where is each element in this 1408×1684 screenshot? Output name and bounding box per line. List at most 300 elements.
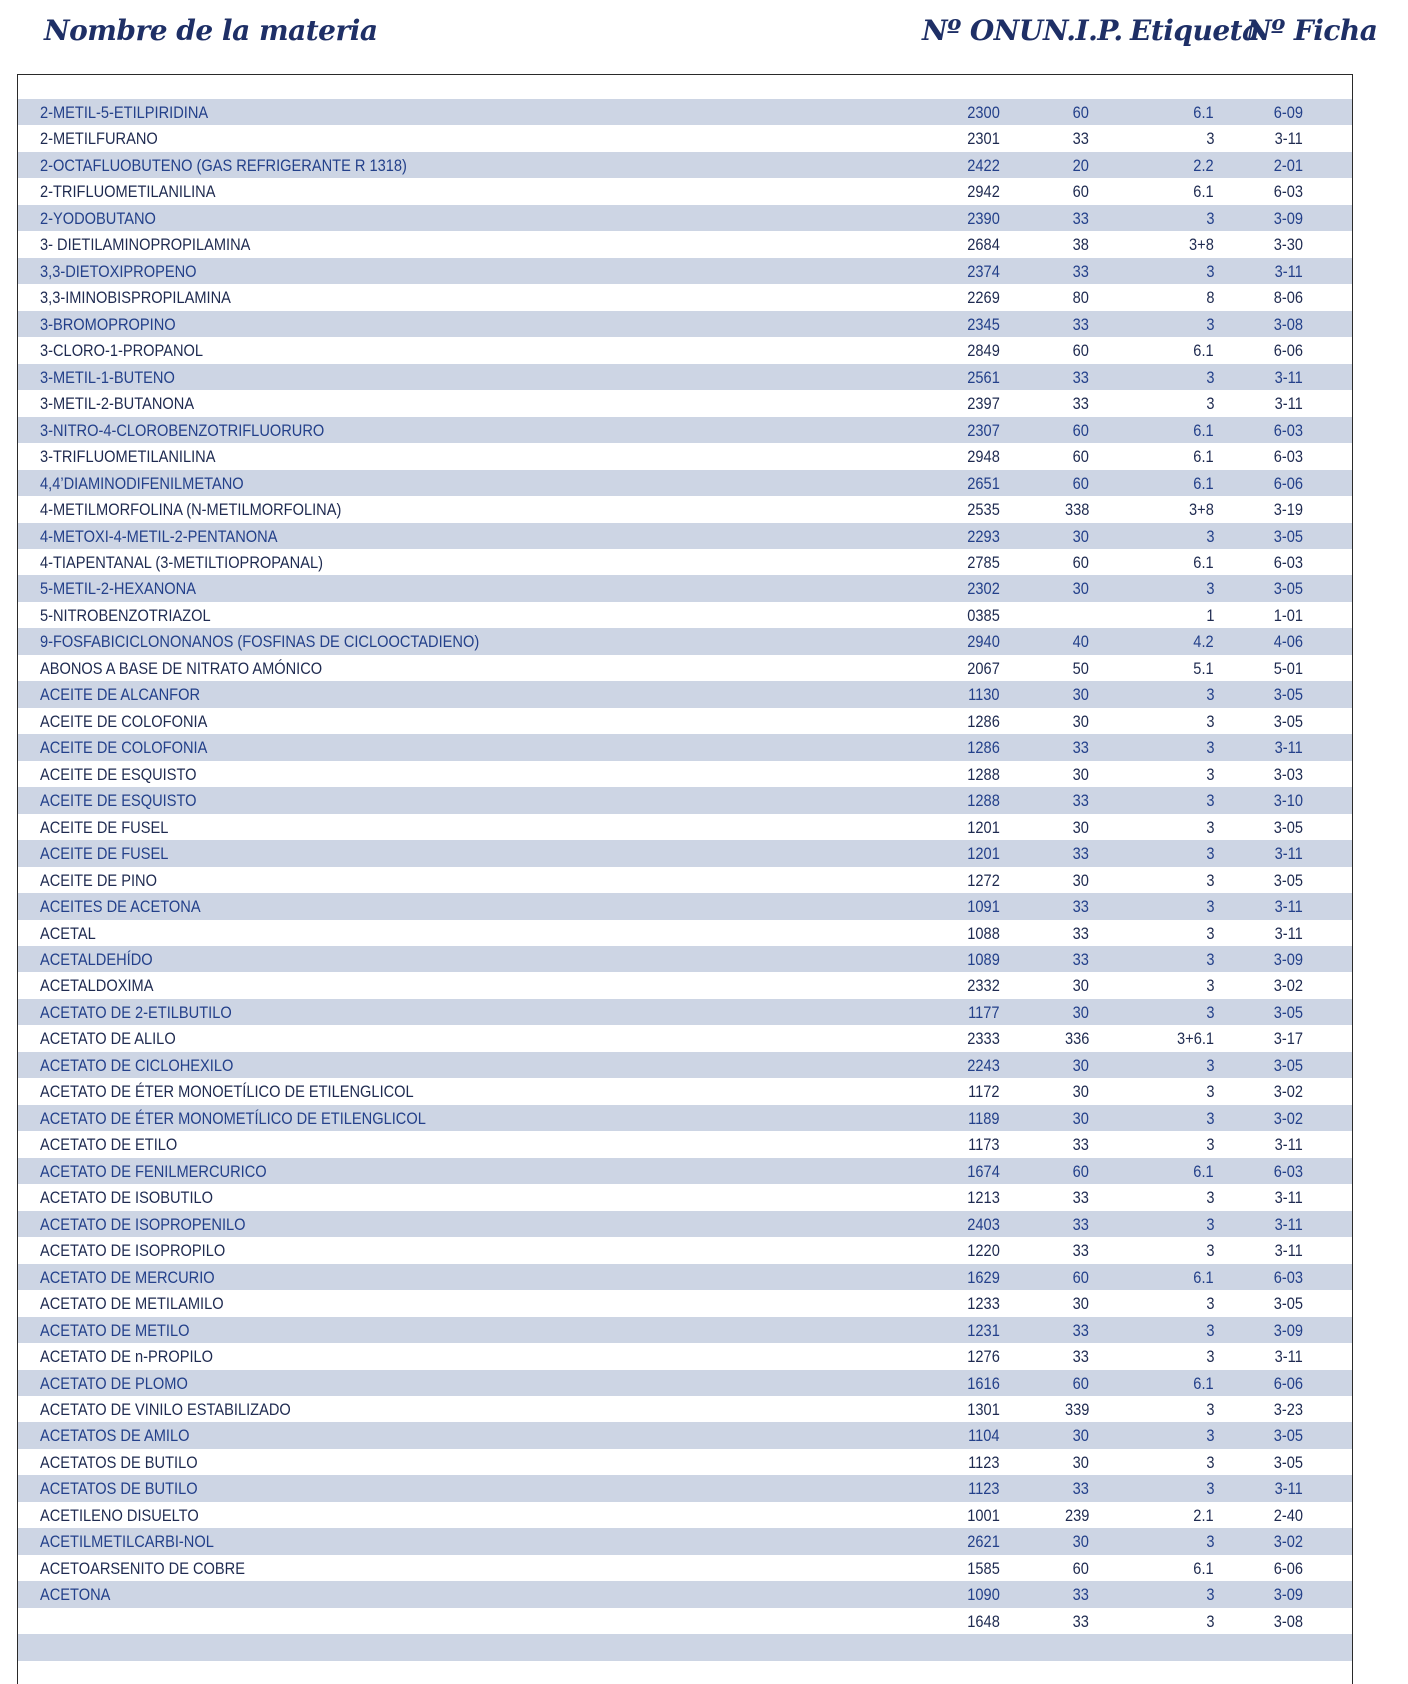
nip-number: 50 [1072, 658, 1089, 678]
table-row [18, 972, 1352, 998]
material-name: ACETATO DE ALILO [40, 1029, 176, 1049]
table-row [18, 258, 1352, 284]
material-name: 4-METILMORFOLINA (N-METILMORFOLINA) [40, 500, 342, 520]
nip-number: 30 [1072, 1082, 1089, 1102]
onu-number: 2621 [967, 1532, 1000, 1552]
etiqueta-value: 6.1 [1193, 1267, 1214, 1287]
onu-number: 2948 [967, 447, 1000, 467]
nip-number: 33 [1072, 844, 1089, 864]
table-row [18, 470, 1352, 496]
ficha-number: 3-11 [1274, 261, 1303, 281]
onu-number: 1104 [968, 1426, 1000, 1446]
etiqueta-value: 3 [1205, 526, 1214, 546]
etiqueta-value: 6.1 [1193, 341, 1214, 361]
table-frame [17, 74, 1353, 1684]
material-name: ACEITE DE ESQUISTO [40, 791, 197, 811]
ficha-number: 3-11 [1274, 1241, 1303, 1261]
ficha-number: 3-02 [1273, 1082, 1303, 1102]
etiqueta-value: 1 [1205, 605, 1214, 625]
etiqueta-value: 3 [1205, 1479, 1214, 1499]
ficha-number: 3-09 [1273, 1320, 1303, 1340]
table-row [18, 681, 1352, 707]
etiqueta-value: 3 [1205, 923, 1214, 943]
nip-number: 60 [1072, 341, 1089, 361]
onu-number: 2300 [967, 103, 1000, 122]
table-row [18, 1078, 1352, 1104]
table-row [18, 311, 1352, 337]
table-header [0, 14, 1408, 64]
onu-number: 1585 [967, 1558, 1000, 1578]
ficha-number: 6-09 [1273, 103, 1303, 122]
ficha-number: 3-08 [1273, 1611, 1303, 1631]
material-name: ACETATO DE ÉTER MONOETÍLICO DE ETILENGLICOL [40, 1082, 414, 1102]
ficha-number: 6-03 [1273, 182, 1303, 202]
etiqueta-value: 3 [1205, 1532, 1214, 1552]
onu-number: 2374 [967, 261, 1000, 281]
material-name: ACEITE DE FUSEL [40, 844, 169, 864]
nip-number: 30 [1072, 711, 1089, 731]
ficha-number: 3-11 [1274, 844, 1303, 864]
material-name: ACETATO DE ISOBUTILO [40, 1188, 214, 1208]
etiqueta-value: 3 [1205, 1188, 1214, 1208]
table-row [18, 708, 1352, 734]
material-name: ACETALDOXIMA [40, 976, 154, 996]
etiqueta-value: 3+8 [1189, 235, 1214, 255]
onu-number: 2535 [967, 500, 1000, 520]
etiqueta-value: 3 [1205, 817, 1214, 837]
ficha-number: 2-40 [1273, 1505, 1303, 1525]
table-row [18, 1105, 1352, 1131]
nip-number: 30 [1072, 1108, 1089, 1128]
material-name: 2-METIL-5-ETILPIRIDINA [40, 103, 209, 122]
onu-number: 2422 [967, 155, 1000, 175]
etiqueta-value: 3 [1205, 870, 1214, 890]
onu-number: 1233 [967, 1294, 1000, 1314]
ficha-number: 4-06 [1273, 632, 1303, 652]
table-row [18, 178, 1352, 204]
ficha-number: 3-11 [1274, 1135, 1303, 1155]
onu-number: 1089 [967, 950, 1000, 969]
table-row [18, 152, 1352, 178]
onu-number: 1189 [968, 1108, 1000, 1128]
nip-number: 33 [1072, 1135, 1089, 1155]
ficha-number: 3-11 [1274, 923, 1303, 943]
etiqueta-value: 3 [1205, 314, 1214, 334]
ficha-number: 6-03 [1273, 1267, 1303, 1287]
material-name: 2-YODOBUTANO [40, 208, 156, 228]
table-row [18, 205, 1352, 231]
onu-number: 2243 [967, 1055, 1000, 1075]
etiqueta-value: 3 [1205, 394, 1214, 414]
onu-number: 2785 [967, 552, 1000, 572]
nip-number: 30 [1072, 579, 1089, 599]
nip-number: 38 [1072, 235, 1089, 255]
material-name: ACETATO DE 2-ETILBUTILO [40, 1002, 232, 1022]
etiqueta-value: 3 [1205, 1347, 1214, 1367]
nip-number: 30 [1072, 1294, 1089, 1314]
material-name: ACETALDEHÍDO [40, 950, 153, 969]
table-row [18, 284, 1352, 310]
table-row [18, 814, 1352, 840]
onu-number: 2684 [967, 235, 1000, 255]
onu-number: 1272 [967, 870, 1000, 890]
onu-number: 2067 [967, 658, 1000, 678]
table-row [18, 946, 1352, 972]
header-etiqueta: Etiqueta [1130, 14, 1260, 47]
onu-number: 1172 [968, 1082, 1000, 1102]
etiqueta-value: 3 [1205, 711, 1214, 731]
etiqueta-value: 2.1 [1193, 1505, 1214, 1525]
material-name: ACETATOS DE BUTILO [40, 1452, 198, 1472]
ficha-number: 3-02 [1273, 976, 1303, 996]
table-row [18, 761, 1352, 787]
nip-number: 30 [1072, 685, 1089, 705]
material-name: 3-CLORO-1-PROPANOL [40, 341, 204, 361]
ficha-number: 3-11 [1274, 1188, 1303, 1208]
nip-number: 33 [1072, 261, 1089, 281]
material-name: 9-FOSFABICICLONONANOS (FOSFINAS DE CICLOOCTADIENO) [40, 632, 480, 652]
ficha-number: 3-10 [1273, 791, 1303, 811]
material-name: ACEITE DE COLOFONIA [40, 738, 208, 758]
material-name: ACETILMETILCARBI-NOL [40, 1532, 214, 1552]
ficha-number: 3-02 [1273, 1532, 1303, 1552]
material-name: 3-TRIFLUOMETILANILINA [40, 447, 216, 467]
table-row [18, 1502, 1352, 1528]
ficha-number: 3-11 [1274, 738, 1303, 758]
ficha-number: 3-02 [1273, 1108, 1303, 1128]
ficha-number: 3-30 [1273, 235, 1303, 255]
onu-number: 2301 [967, 129, 1000, 149]
etiqueta-value: 3 [1205, 685, 1214, 705]
nip-number: 33 [1072, 314, 1089, 334]
table-row [18, 337, 1352, 363]
etiqueta-value: 4.2 [1193, 632, 1214, 652]
table-row [18, 125, 1352, 151]
onu-number: 1123 [968, 1479, 1000, 1499]
nip-number: 33 [1072, 1347, 1089, 1367]
material-name: ACETAL [40, 923, 96, 943]
onu-number: 0385 [967, 605, 1000, 625]
nip-number: 30 [1072, 1452, 1089, 1472]
onu-number: 2307 [967, 420, 1000, 440]
etiqueta-value: 3 [1205, 261, 1214, 281]
ficha-number: 3-09 [1273, 1585, 1303, 1605]
material-name: 2-METILFURANO [40, 129, 158, 149]
material-name: ACEITE DE FUSEL [40, 817, 169, 837]
onu-number: 1629 [967, 1267, 1000, 1287]
etiqueta-value: 3 [1205, 129, 1214, 149]
onu-number: 1201 [967, 844, 1000, 864]
ficha-number: 3-11 [1274, 394, 1303, 414]
table-row [18, 1184, 1352, 1210]
etiqueta-value: 6.1 [1193, 420, 1214, 440]
onu-number: 2269 [967, 288, 1000, 308]
etiqueta-value: 8 [1205, 288, 1214, 308]
etiqueta-value: 6.1 [1193, 1161, 1214, 1181]
onu-number: 1674 [967, 1161, 1000, 1181]
table-row [18, 1211, 1352, 1237]
material-name: ACETATOS DE BUTILO [40, 1479, 198, 1499]
etiqueta-value: 3+8 [1189, 500, 1214, 520]
onu-number: 1201 [967, 817, 1000, 837]
material-name: ACETATO DE VINILO ESTABILIZADO [40, 1399, 291, 1419]
etiqueta-value: 3 [1205, 1399, 1214, 1419]
material-name: ABONOS A BASE DE NITRATO AMÓNICO [40, 658, 323, 678]
nip-number: 60 [1072, 1161, 1089, 1181]
material-name: ACETATO DE ISOPROPENILO [40, 1214, 246, 1234]
ficha-number: 8-06 [1273, 288, 1303, 308]
onu-number: 2332 [967, 976, 1000, 996]
table-row [18, 496, 1352, 522]
etiqueta-value: 3 [1205, 1241, 1214, 1261]
etiqueta-value: 3 [1205, 1082, 1214, 1102]
material-name: 2-OCTAFLUOBUTENO (GAS REFRIGERANTE R 1318) [40, 155, 407, 175]
table-row [18, 1264, 1352, 1290]
material-name: 4-METOXI-4-METIL-2-PENTANONA [40, 526, 278, 546]
nip-number: 60 [1072, 447, 1089, 467]
nip-number: 33 [1072, 897, 1089, 917]
material-name: 5-METIL-2-HEXANONA [40, 579, 196, 599]
table-row [18, 1370, 1352, 1396]
nip-number: 33 [1072, 1241, 1089, 1261]
material-name: ACETATO DE CICLOHEXILO [40, 1055, 234, 1075]
nip-number: 30 [1072, 1426, 1089, 1446]
ficha-number: 3-17 [1273, 1029, 1303, 1049]
etiqueta-value: 3 [1205, 1611, 1214, 1631]
nip-number: 60 [1072, 1373, 1089, 1393]
etiqueta-value: 3 [1205, 1426, 1214, 1446]
onu-number: 2333 [967, 1029, 1000, 1049]
material-name: 3-METIL-2-BUTANONA [40, 394, 195, 414]
material-name: ACEITE DE PINO [40, 870, 157, 890]
etiqueta-value: 3 [1205, 1002, 1214, 1022]
etiqueta-value: 3 [1205, 1055, 1214, 1075]
ficha-number: 3-05 [1273, 1294, 1303, 1314]
header-ficha: Nº Ficha [1246, 14, 1378, 47]
etiqueta-value: 3 [1205, 367, 1214, 387]
table-row [18, 893, 1352, 919]
nip-number: 33 [1072, 367, 1089, 387]
etiqueta-value: 3 [1205, 897, 1214, 917]
ficha-number: 3-09 [1273, 208, 1303, 228]
table-body [18, 99, 1352, 1661]
table-row [18, 390, 1352, 416]
table-row [18, 628, 1352, 654]
onu-number: 1301 [967, 1399, 1000, 1419]
table-row [18, 920, 1352, 946]
nip-number: 20 [1072, 155, 1089, 175]
material-name: ACEITE DE ESQUISTO [40, 764, 197, 784]
onu-number: 2849 [967, 341, 1000, 361]
ficha-number: 3-05 [1273, 1426, 1303, 1446]
ficha-number: 1-01 [1273, 605, 1303, 625]
material-name: ACETATO DE FENILMERCURICO [40, 1161, 267, 1181]
etiqueta-value: 3 [1205, 1452, 1214, 1472]
nip-number: 33 [1072, 1585, 1089, 1605]
nip-number: 33 [1072, 394, 1089, 414]
etiqueta-value: 3 [1205, 764, 1214, 784]
nip-number: 30 [1072, 526, 1089, 546]
nip-number: 30 [1072, 1002, 1089, 1022]
material-name: 3-NITRO-4-CLOROBENZOTRIFLUORURO [40, 420, 325, 440]
material-name: ACETATO DE PLOMO [40, 1373, 188, 1393]
ficha-number: 6-03 [1273, 1161, 1303, 1181]
nip-number: 80 [1072, 288, 1089, 308]
table-row [18, 575, 1352, 601]
table-row [18, 840, 1352, 866]
onu-number: 1090 [967, 1585, 1000, 1605]
ficha-number: 5-01 [1273, 658, 1303, 678]
ficha-number: 3-05 [1273, 870, 1303, 890]
material-name: ACEITE DE ALCANFOR [40, 685, 201, 705]
nip-number: 33 [1072, 738, 1089, 758]
table-row [18, 523, 1352, 549]
material-name: 3-METIL-1-BUTENO [40, 367, 175, 387]
etiqueta-value: 3 [1205, 208, 1214, 228]
onu-number: 1286 [967, 738, 1000, 758]
ficha-number: 3-08 [1273, 314, 1303, 334]
nip-number: 336 [1064, 1029, 1089, 1049]
onu-number: 1616 [967, 1373, 1000, 1393]
material-name: ACETATO DE ETILO [40, 1135, 178, 1155]
table-row [18, 1237, 1352, 1263]
nip-number: 60 [1072, 182, 1089, 202]
onu-number: 1286 [967, 711, 1000, 731]
table-row [18, 1158, 1352, 1184]
ficha-number: 6-06 [1273, 473, 1303, 493]
material-name: ACETATOS DE AMILO [40, 1426, 190, 1446]
onu-number: 2302 [967, 579, 1000, 599]
etiqueta-value: 3 [1205, 738, 1214, 758]
material-name: ACETATO DE ISOPROPILO [40, 1241, 226, 1261]
header-name: Nombre de la materia [44, 14, 378, 47]
ficha-number: 3-05 [1273, 1055, 1303, 1075]
material-name: ACETONA [40, 1585, 111, 1605]
ficha-number: 6-03 [1273, 420, 1303, 440]
table-row [18, 787, 1352, 813]
etiqueta-value: 6.1 [1193, 103, 1214, 122]
table-row [18, 1396, 1352, 1422]
nip-number: 33 [1072, 1214, 1089, 1234]
onu-number: 1123 [968, 1452, 1000, 1472]
onu-number: 2293 [967, 526, 1000, 546]
table-row [18, 99, 1352, 125]
nip-number: 33 [1072, 208, 1089, 228]
etiqueta-value: 3 [1205, 1214, 1214, 1234]
etiqueta-value: 3 [1205, 844, 1214, 864]
material-name: ACETILENO DISUELTO [40, 1505, 199, 1525]
table-row [18, 231, 1352, 257]
onu-number: 1091 [967, 897, 1000, 917]
nip-number: 33 [1072, 129, 1089, 149]
nip-number: 33 [1072, 791, 1089, 811]
etiqueta-value: 3 [1205, 1320, 1214, 1340]
ficha-number: 3-19 [1273, 500, 1303, 520]
onu-number: 1173 [968, 1135, 1000, 1155]
nip-number: 33 [1072, 1320, 1089, 1340]
onu-number: 1288 [967, 791, 1000, 811]
etiqueta-value: 6.1 [1193, 447, 1214, 467]
table-row [18, 1634, 1352, 1660]
onu-number: 1213 [967, 1188, 1000, 1208]
header-nip: N.I.P. [1043, 14, 1123, 47]
table-row [18, 655, 1352, 681]
ficha-number: 3-23 [1273, 1399, 1303, 1419]
table-row [18, 1317, 1352, 1343]
table-row [18, 1422, 1352, 1448]
onu-number: 1130 [968, 685, 1000, 705]
table-row [18, 1555, 1352, 1581]
material-name: ACETATO DE METILO [40, 1320, 190, 1340]
table-row [18, 1528, 1352, 1554]
etiqueta-value: 3+6.1 [1177, 1029, 1214, 1049]
onu-number: 1231 [967, 1320, 1000, 1340]
nip-number: 30 [1072, 764, 1089, 784]
nip-number: 30 [1072, 976, 1089, 996]
table-row [18, 999, 1352, 1025]
nip-number: 60 [1072, 1558, 1089, 1578]
etiqueta-value: 3 [1205, 1108, 1214, 1128]
nip-number: 60 [1072, 552, 1089, 572]
nip-number: 60 [1072, 1267, 1089, 1287]
table-row [18, 1475, 1352, 1501]
etiqueta-value: 3 [1205, 1585, 1214, 1605]
onu-number: 2345 [967, 314, 1000, 334]
table-row [18, 734, 1352, 760]
material-name: ACEITES DE ACETONA [40, 897, 201, 917]
nip-number: 30 [1072, 870, 1089, 890]
etiqueta-value: 2.2 [1193, 155, 1214, 175]
table-row [18, 1608, 1352, 1634]
material-name: ACEITE DE COLOFONIA [40, 711, 208, 731]
etiqueta-value: 3 [1205, 579, 1214, 599]
ficha-number: 3-11 [1274, 1214, 1303, 1234]
material-name: 3- DIETILAMINOPROPILAMINA [40, 235, 251, 255]
header-onu: Nº ONU [922, 14, 1043, 47]
onu-number: 2651 [967, 473, 1000, 493]
ficha-number: 6-06 [1273, 1373, 1303, 1393]
ficha-number: 6-03 [1273, 552, 1303, 572]
nip-number: 30 [1072, 817, 1089, 837]
onu-number: 1648 [967, 1611, 1000, 1631]
nip-number: 30 [1072, 1532, 1089, 1552]
table-row [18, 1290, 1352, 1316]
ficha-number: 3-05 [1273, 526, 1303, 546]
material-name: ACETATO DE ÉTER MONOMETÍLICO DE ETILENGLICOL [40, 1108, 426, 1128]
table-row [18, 867, 1352, 893]
ficha-number: 3-11 [1274, 1479, 1303, 1499]
ficha-number: 3-05 [1273, 711, 1303, 731]
nip-number: 33 [1072, 923, 1089, 943]
material-name: 4,4’DIAMINODIFENILMETANO [40, 473, 244, 493]
table-row [18, 1131, 1352, 1157]
onu-number: 1220 [967, 1241, 1000, 1261]
ficha-number: 3-11 [1274, 129, 1303, 149]
material-name: 3,3-IMINOBISPROPILAMINA [40, 288, 231, 308]
ficha-number: 3-11 [1274, 1347, 1303, 1367]
etiqueta-value: 6.1 [1193, 182, 1214, 202]
material-name: 2-TRIFLUOMETILANILINA [40, 182, 216, 202]
nip-number: 33 [1072, 1479, 1089, 1499]
table-row [18, 443, 1352, 469]
table-row [18, 1025, 1352, 1051]
onu-number: 1288 [967, 764, 1000, 784]
onu-number: 2942 [967, 182, 1000, 202]
onu-number: 2403 [967, 1214, 1000, 1234]
table-row [18, 1052, 1352, 1078]
nip-number: 40 [1072, 632, 1089, 652]
nip-number: 33 [1072, 1188, 1089, 1208]
